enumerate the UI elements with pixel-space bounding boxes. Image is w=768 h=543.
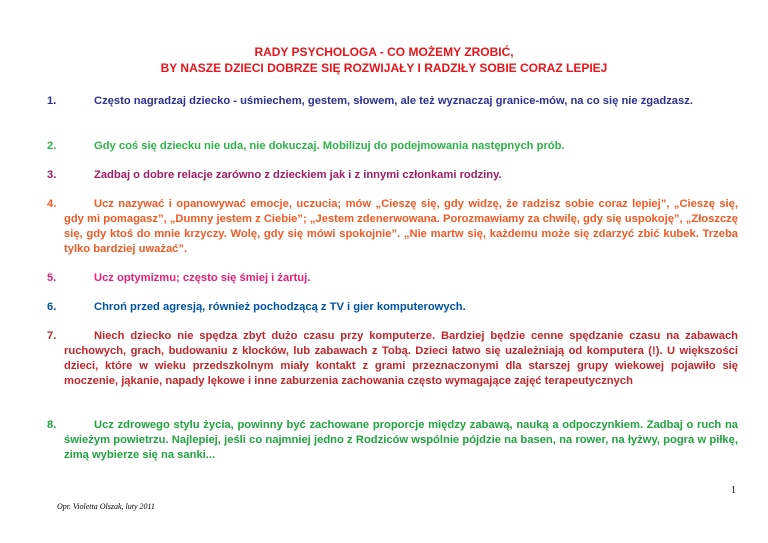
item-number: 1.	[47, 95, 57, 107]
item-number: 5.	[47, 272, 57, 284]
item-text: Niech dziecko nie spędza zbyt dużo czasu przy komputerze. Bardziej będzie cenne spędzanie czasu na zabawach ruchowych, grach, budowaniu z klocków, lub zabawach z Tobą. Dzieci łatwo się uzależniają od komputera (!). U większości dzieci, które w wieku przedszkolnym miały kontakt z grami przeznaczonymi dla starszej grupy wiekowej pojawiło się moczenie, jąkanie, napady lękowe i inne zaburzenia zachowania często wymagające zajęć terapeutycznych	[64, 330, 738, 387]
advice-item-6	[47, 300, 738, 315]
item-number: 8.	[47, 419, 57, 431]
author-footer: Opr. Violetta Olszak, luty 2011	[57, 502, 155, 511]
item-text: Często nagradzaj dziecko - uśmiechem, gestem, słowem, ale też wyznaczaj granice-mów, na co się nie zgadzasz.	[94, 95, 693, 107]
document-title-line-2: BY NASZE DZIECI DOBRZE SIĘ ROZWIJAŁY I RADZIŁY SOBIE CORAZ LEPIEJ	[160, 61, 608, 75]
item-number: 3.	[47, 169, 57, 181]
item-number: 6.	[47, 301, 57, 313]
item-text: Ucz zdrowego stylu życia, powinny być zachowane proporcje między zabawą, nauką a odpoczynkiem. Zadbaj o ruch na świeżym powietrzu. Najlepiej, jeśli co najmniej jedno z Rodziców wspólnie pójdzie na basen, na rower, na łyżwy, pogra w piłkę, zimą wybierze się na sanki...	[64, 419, 738, 461]
item-text: Ucz optymizmu; często się śmiej i żartuj.	[94, 272, 311, 284]
item-text: Chroń przed agresją, również pochodzącą z TV i gier komputerowych.	[94, 301, 466, 313]
item-text: Gdy coś się dziecku nie uda, nie dokuczaj. Mobilizuj do podejmowania następnych prób.	[94, 140, 565, 152]
advice-item-5	[47, 271, 738, 286]
item-number: 2.	[47, 140, 57, 152]
advice-item-8	[47, 418, 738, 463]
advice-item-4	[47, 197, 738, 257]
advice-item-1	[47, 94, 738, 109]
item-text: Ucz nazywać i opanowywać emocje, uczucia; mów „Cieszę się, gdy widzę, że radzisz sobie coraz lepiej”, „Cieszę się, gdy mi pomagasz”, „Dumny jestem z Ciebie”; „Jestem zdenerwowana. Porozmawiamy za chwilę, gdy się uspokoję”, „Złoszczę się, gdy ktoś do mnie krzyczy. Wolę, gdy się mówi spokojnie”. „Nie martw się, każdemu może się zdarzyć zbić kubek. Trzeba tylko bardziej uważać”.	[64, 198, 738, 255]
item-number: 7.	[47, 330, 57, 342]
advice-item-2	[47, 139, 738, 154]
item-text: Zadbaj o dobre relacje zarówno z dzieckiem jak i z innymi członkami rodziny.	[94, 169, 502, 181]
page-number: 1	[731, 485, 736, 496]
advice-item-3	[47, 168, 738, 183]
item-number: 4.	[47, 198, 57, 210]
advice-item-7	[47, 329, 738, 389]
document-title-line-1: RADY PSYCHOLOGA - CO MOŻEMY ZROBIĆ,	[254, 45, 514, 59]
